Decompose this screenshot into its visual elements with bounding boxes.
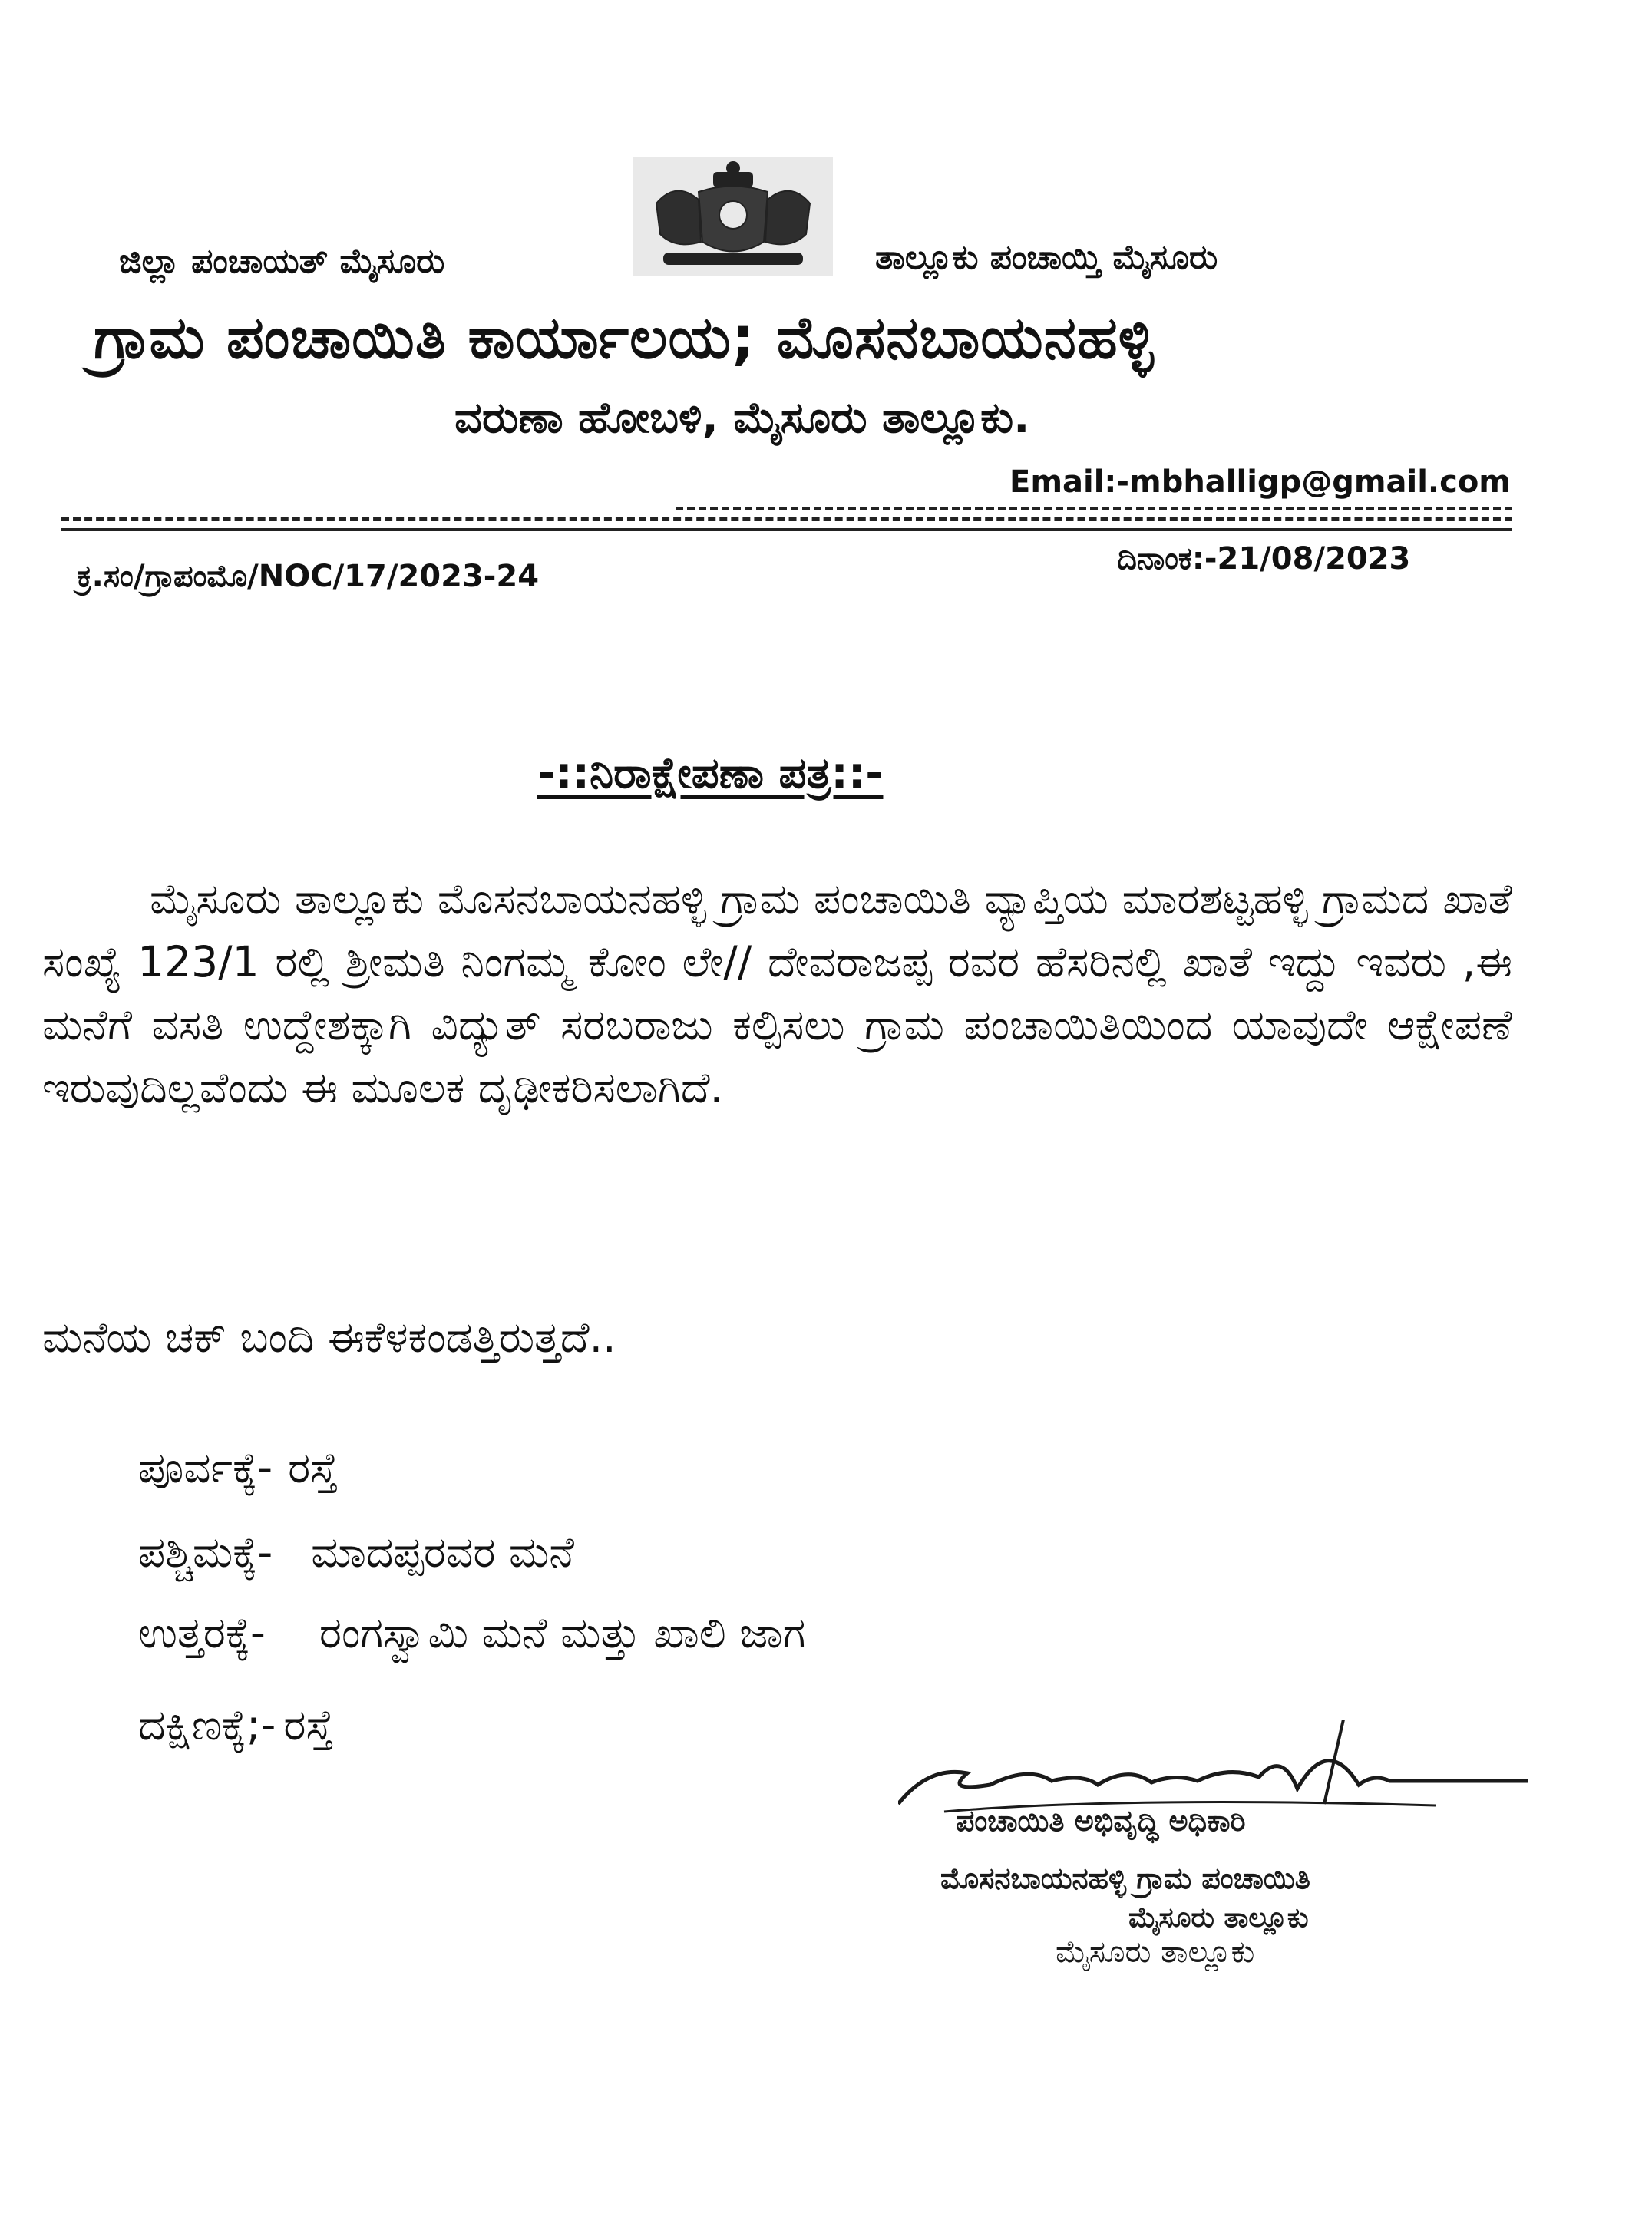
boundary-label: ಪೂರ್ವಕ್ಕೆ-: [138, 1443, 273, 1492]
signatory-designation: ಪಂಚಾಯಿತಿ ಅಭಿವೃದ್ಧಿ ಅಧಿಕಾರಿ: [956, 1804, 1246, 1838]
boundary-north: [138, 1608, 805, 1658]
office-name: ಗ್ರಾಮ ಪಂಚಾಯಿತಿ ಕಾರ್ಯಾಲಯ; ಮೊಸನಬಾಯನಹಳ್ಳಿ: [94, 303, 1155, 372]
boundary-south: [138, 1700, 334, 1750]
document-title: -::ನಿರಾಕ್ಷೇಪಣಾ ಪತ್ರ::-: [537, 748, 884, 798]
letter-date: ದಿನಾಂಕ:-21/08/2023: [1117, 541, 1411, 576]
signatory-taluk: ಮೈಸೂರು ತಾಲ್ಲೂಕು: [1056, 1934, 1255, 1970]
chakbandi-intro: ಮನೆಯ ಚಕ್ ಬಂದಿ ಈಕೆಳಕಂಡತ್ತಿರುತ್ತದೆ..: [42, 1313, 616, 1362]
email-address: Email:-mbhalligp@gmail.com: [1009, 464, 1511, 500]
hobli-address: ವರುಣಾ ಹೋಬಳಿ, ಮೈಸೂರು ತಾಲ್ಲೂಕು.: [454, 393, 1030, 443]
district-panchayat-label: ಜಿಲ್ಲಾ ಪಂಚಾಯತ್ ಮೈಸೂರು: [119, 242, 445, 281]
boundary-east: [138, 1443, 338, 1493]
taluk-panchayat-label: ತಾಲ್ಲೂಕು ಪಂಚಾಯ್ತಿ ಮೈಸೂರು: [875, 238, 1218, 277]
header-divider: [61, 517, 1512, 521]
signatory-taluk-stamp: ಮೈಸೂರು ತಾಲ್ಲೂಕು: [1128, 1902, 1309, 1934]
boundary-value: ರಸ್ತೆ: [283, 1700, 334, 1749]
boundary-value: ರಂಗಸ್ವಾಮಿ ಮನೆ ಮತ್ತು ಖಾಲಿ ಜಾಗ: [319, 1608, 806, 1657]
body-paragraph: ಮೈಸೂರು ತಾಲ್ಲೂಕು ಮೊಸನಬಾಯನಹಳ್ಳಿ ಗ್ರಾಮ ಪಂಚಾಯಿತಿ ವ್ಯಾಪ್ತಿಯ ಮಾರಶಟ್ಟಹಳ್ಳಿ ಗ್ರಾಮದ ಖಾತೆ ಸಂಖ್ಯೆ 123/1 ರಲ್ಲಿ ಶ್ರೀಮತಿ ನಿಂಗಮ್ಮ ಕೋಂ ಲೇ// ದೇವರಾಜಪ್ಪ ರವರ ಹೆಸರಿನಲ್ಲಿ ಖಾತೆ ಇದ್ದು ಇವರು ,ಈ ಮನೆಗೆ ವಸತಿ ಉದ್ದೇಶಕ್ಕಾಗಿ ವಿದ್ಯುತ್ ಸರಬರಾಜು ಕಲ್ಪಿಸಲು ಗ್ರಾಮ ಪಂಚಾಯಿತಿಯಿಂದ ಯಾವುದೇ ಆಕ್ಷೇಪಣೆ ಇರುವುದಿಲ್ಲವೆಂದು ಈ ಮೂಲಕ ದೃಢೀಕರಿಸಲಾಗಿದೆ.: [42, 874, 1512, 1112]
karnataka-emblem-icon: [633, 157, 833, 276]
signatory-office: ಮೊಸನಬಾಯನಹಳ್ಳಿ ಗ್ರಾಮ ಪಂಚಾಯಿತಿ: [940, 1862, 1310, 1895]
boundary-value: ರಸ್ತೆ: [288, 1443, 339, 1492]
boundary-label: ಉತ್ತರಕ್ಕೆ-: [138, 1608, 266, 1657]
header-divider: [676, 507, 1512, 510]
header-divider: [61, 528, 1512, 531]
reference-number: ಕ್ರ.ಸಂ/ಗ್ರಾಪಂಮೊ/NOC/17/2023-24: [77, 559, 540, 594]
boundary-value: ಮಾದಪ್ಪರವರ ಮನೆ: [311, 1528, 574, 1577]
boundary-label: ದಕ್ಷಿಣಕ್ಕೆ;-: [138, 1700, 276, 1749]
boundary-label: ಪಶ್ಚಿಮಕ್ಕೆ-: [138, 1528, 273, 1577]
boundary-west: [138, 1528, 574, 1577]
